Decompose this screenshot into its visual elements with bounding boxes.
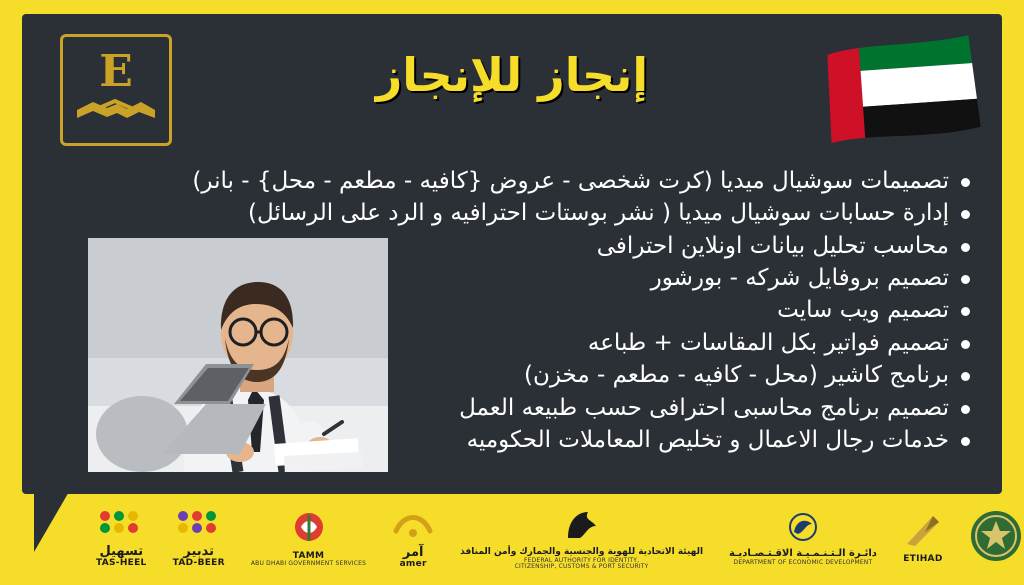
list-item xyxy=(192,166,970,196)
partner-name-ar: تسهيل xyxy=(99,543,144,559)
partner-logo-tasheel xyxy=(96,510,147,568)
service-text: إدارة حسابات سوشيال ميديا ( نشر بوستات احترافيه و الرد على الرسائل) xyxy=(248,200,949,227)
man-working-on-laptop-photo xyxy=(88,238,388,472)
ded-falcon-icon xyxy=(784,512,822,546)
bullet-icon xyxy=(961,437,970,446)
partner-logo-tamm xyxy=(251,511,366,568)
bullet-icon xyxy=(961,307,970,316)
bullet-icon xyxy=(961,340,970,349)
service-text: تصميم بروفايل شركه - بورشور xyxy=(650,265,949,292)
partner-subtitle: CITIZENSHIP, CUSTOMS & PORT SECURITY xyxy=(514,563,649,571)
armed-forces-emblem-icon xyxy=(969,509,1023,567)
partner-name-en: TAS-HEEL xyxy=(96,557,147,568)
partner-name-ar: الهيئة الاتحادية للهوية والجنسية والجمارك وأمن المنافذ xyxy=(460,547,704,558)
partner-name-en: TAMM xyxy=(292,550,325,561)
service-text: تصميمات سوشيال ميديا (كرت شخصى - عروض {كافيه - مطعم - محل} - بانر) xyxy=(192,168,949,194)
bullet-icon xyxy=(961,243,970,252)
partner-name-en: FEDERAL AUTHORITY FOR IDENTITY, xyxy=(523,556,640,564)
partner-logo-strip xyxy=(0,493,1024,585)
bullet-icon xyxy=(961,210,970,219)
bullet-icon xyxy=(961,405,970,414)
service-text: برنامج كاشير (محل - كافيه - مطعم - مخزن) xyxy=(523,362,949,389)
partner-name-ar: دائـرة الـتـنـمـيـة الاقـتـصـاديـة xyxy=(729,548,877,559)
falcon-icon xyxy=(562,508,602,546)
service-text: تصميم ويب سايت xyxy=(777,297,949,324)
partner-logo-amer xyxy=(392,509,434,569)
service-text: محاسب تحليل بيانات اونلاين احترافى xyxy=(596,232,949,259)
partner-logo-federal-authority-identity xyxy=(460,508,703,571)
tasheel-dots-icon xyxy=(97,510,145,542)
partner-name-en: TAD-BEER xyxy=(172,557,225,568)
etihad-arrow-icon xyxy=(903,514,943,552)
partner-subtitle: ABU DHABI GOVERNMENT SERVICES xyxy=(250,559,367,567)
service-text: خدمات رجال الاعمال و تخليص المعاملات الحكوميه xyxy=(466,426,949,453)
partner-logo-department-economic-development xyxy=(729,512,877,566)
partner-name-en: amer xyxy=(399,558,427,569)
service-text: تصميم برنامج محاسبى احترافى حسب طبيعه العمل xyxy=(459,394,949,421)
partner-name-ar: تدبير xyxy=(183,543,215,559)
tamm-icon xyxy=(289,511,329,549)
partner-logo-armed-forces xyxy=(969,509,1023,570)
partner-name-en: ETIHAD xyxy=(903,553,943,564)
page-title: إنجاز للإنجاز xyxy=(375,48,649,102)
bullet-icon xyxy=(961,178,970,187)
service-text: تصميم فواتير بكل المقاسات + طباعه xyxy=(587,329,949,356)
bullet-icon xyxy=(961,372,970,381)
tadbeer-dots-icon xyxy=(175,510,223,542)
partner-name-en: DEPARTMENT OF ECONOMIC DEVELOPMENT xyxy=(733,558,873,566)
partner-name-ar: آمر xyxy=(402,544,424,560)
logo-letter: E xyxy=(99,46,133,97)
partner-logo-tadbeer xyxy=(173,510,225,568)
uae-flag xyxy=(818,29,985,152)
bullet-icon xyxy=(961,275,970,284)
partner-logo-etihad xyxy=(903,514,943,564)
list-item xyxy=(210,198,970,228)
amer-icon xyxy=(392,509,434,543)
